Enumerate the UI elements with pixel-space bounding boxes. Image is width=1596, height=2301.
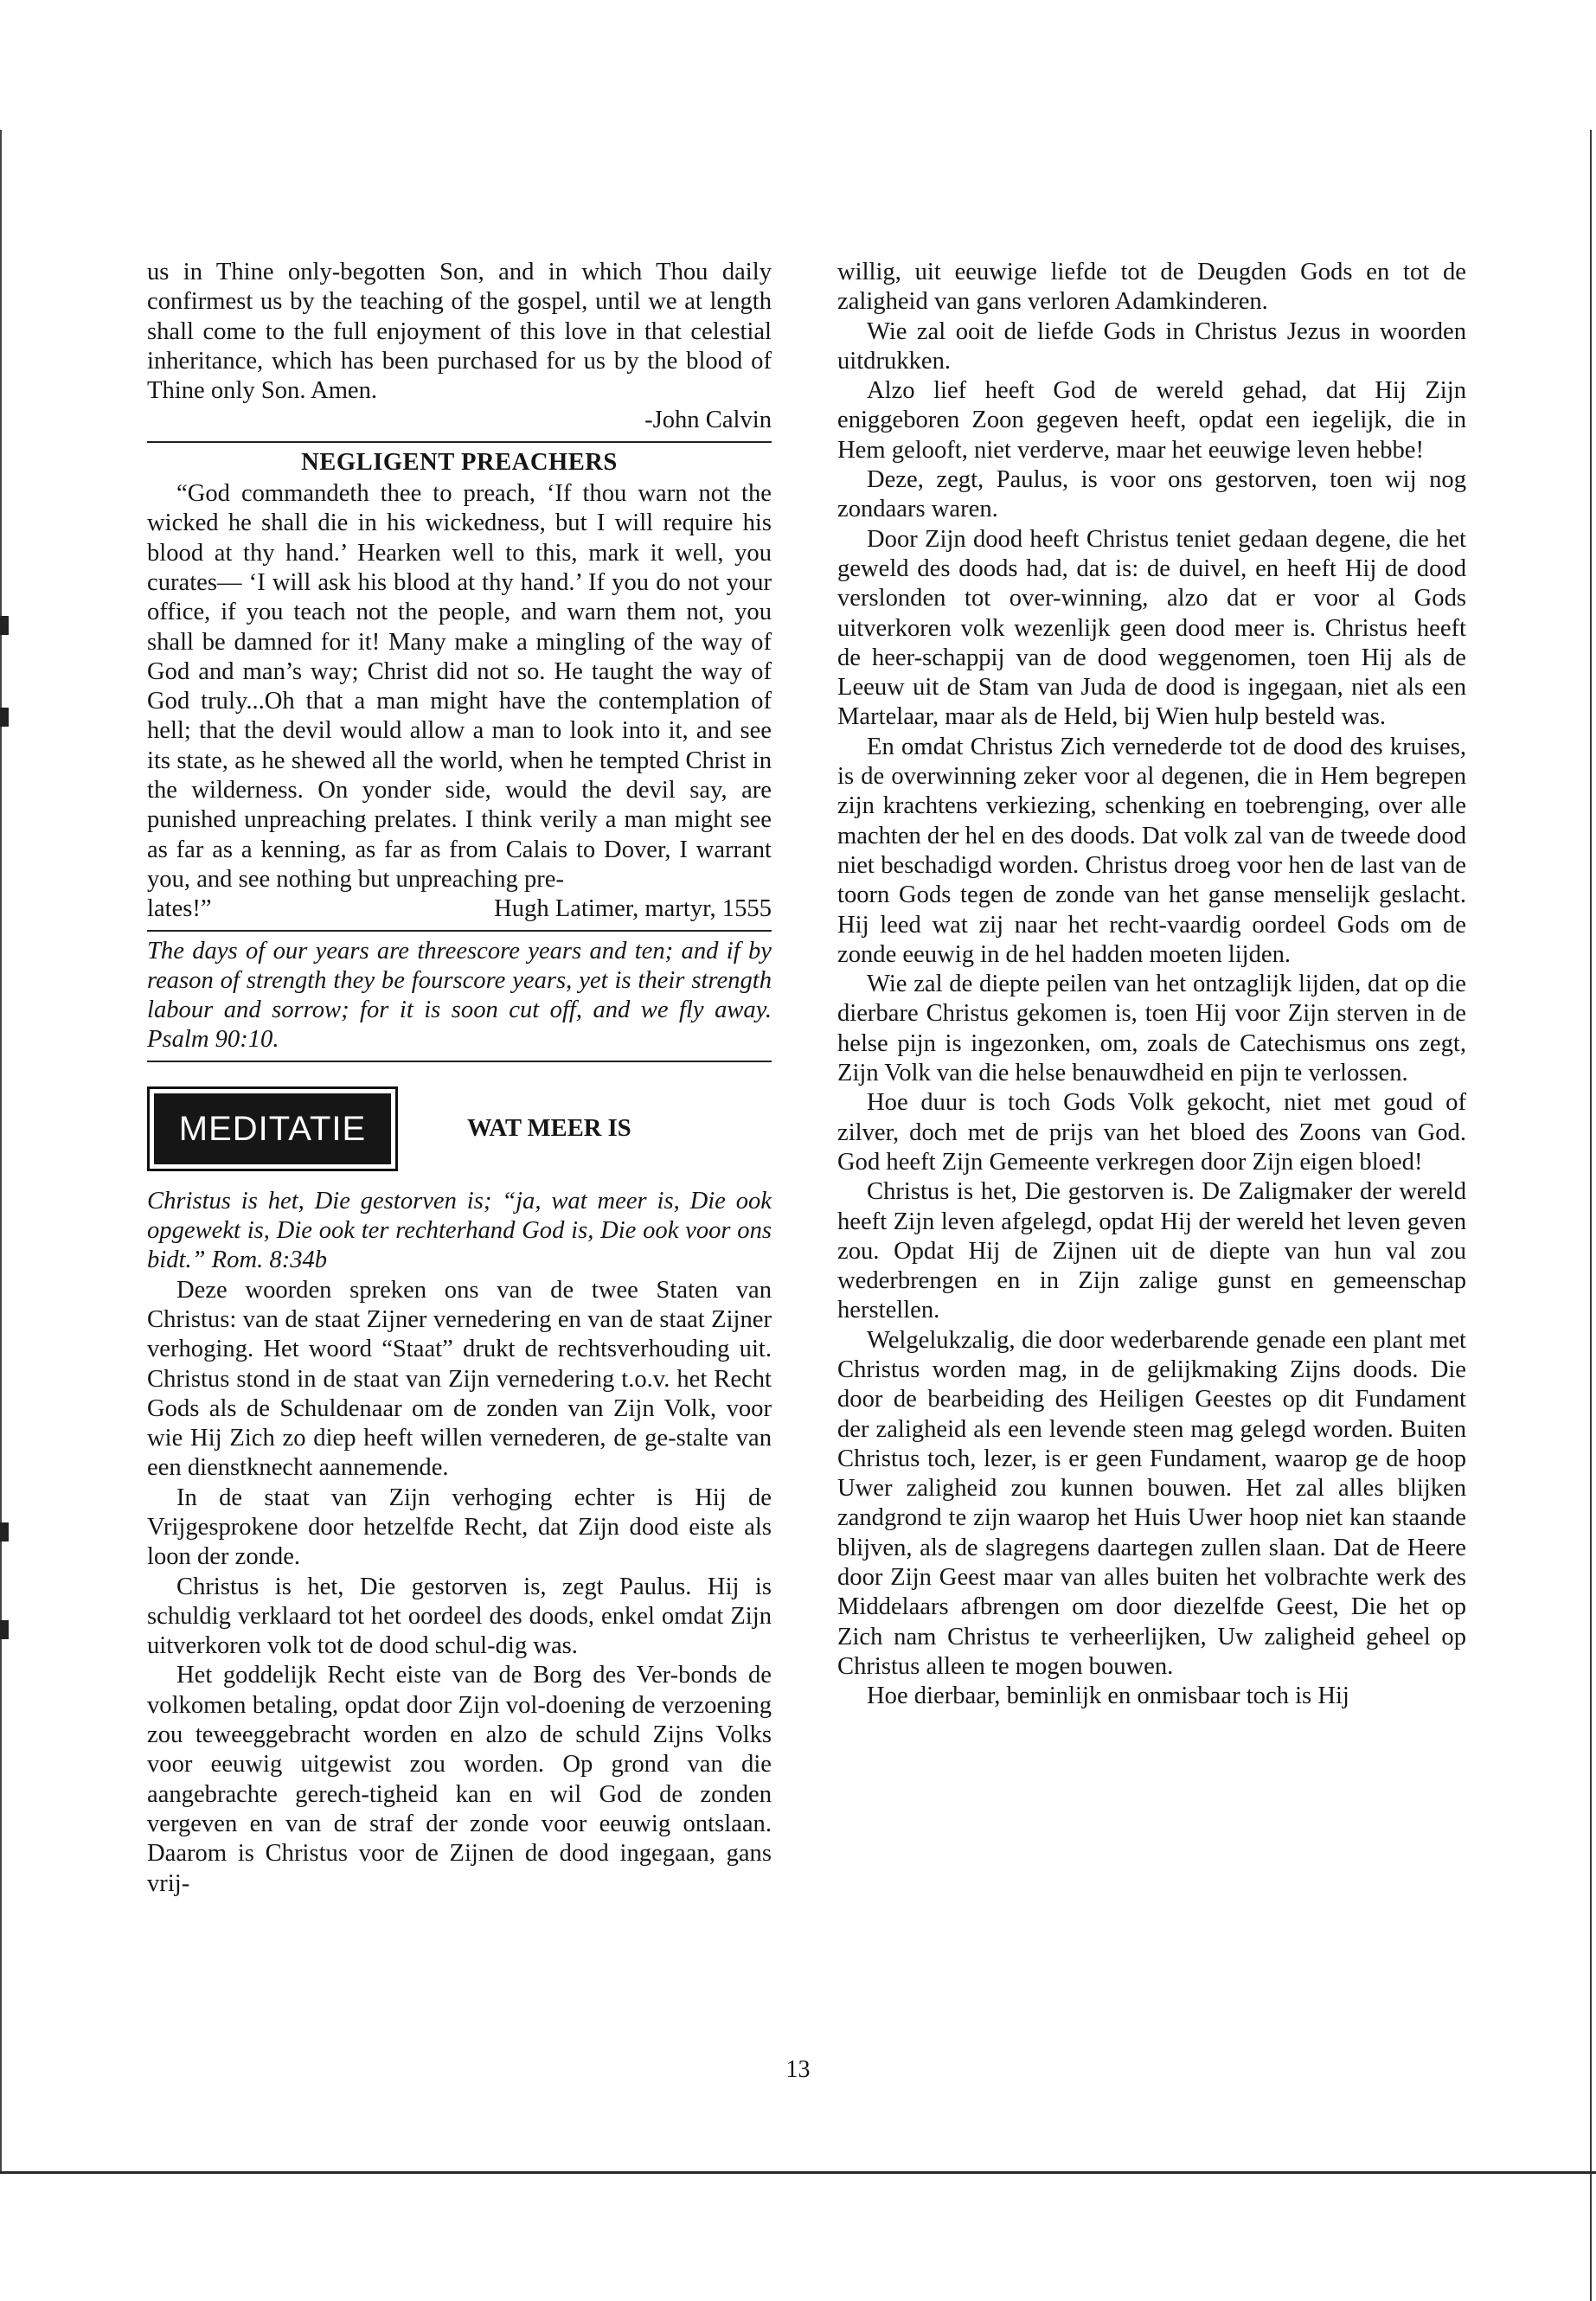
scan-edge-bottom (0, 2171, 1596, 2174)
calvin-signature-line (147, 406, 772, 435)
latimer-quote: “God commandeth thee to preach, ‘If thou warn not the wicked he shall die in his wickedness, but I will require his blood at thy hand.’ Hearken well to this, mark it well, you curates— ‘I will ask his blood at thy hand.’ If you do not your office, if you teach not the people, and warn them not, you shall be damned for it! Many make a mingling of the way of God and man’s way; Christ did not so. He taught the way of God truly...Oh that a man might have the contemplation of hell; that the devil would allow a man to look into it, and see its state, as he shewed all the world, when he tempted Christ in the wilderness. On yonder side, would the devil say, are punished unpreaching prelates. I think verily a man might see as far as a kenning, as far as from Calais to Dover, I warrant you, and see nothing but unpreaching pre- (147, 480, 772, 893)
paragraph: Alzo lief heeft God de wereld gehad, dat Hij Zijn eniggeboren Zoon gegeven heeft, opdat een iegelijk, die in Hem gelooft, niet verderve, maar het eeuwige leven hebbe! (837, 377, 1466, 464)
paragraph: Christus is het, Die gestorven is. De Zaligmaker der wereld heeft Zijn leven afgelegd, opdat Hij der wereld het leven geven zou. Opdat Hij de Zijnen uit de diepte van hun val zou wederbrengen en in Zijn zalige gunst en gemeenschap herstellen. (837, 1178, 1466, 1324)
paragraph-continuation: willig, uit eeuwige liefde tot de Deugden Gods en tot de zaligheid van gans verloren Adamkinderen. (837, 259, 1466, 316)
right-column (837, 258, 1466, 1712)
paragraph: Deze, zegt, Paulus, is voor ons gestorven, toen wij nog zondaars waren. (837, 466, 1466, 523)
latimer-signature-line (147, 894, 772, 924)
paragraph: Hoe duur is toch Gods Volk gekocht, niet met goud of zilver, doch met de prijs van het bloed des Zoons van God. God heeft Zijn Gemeente verkregen door Zijn eigen bloed! (837, 1089, 1466, 1176)
paragraph: Wie zal ooit de liefde Gods in Christus Jezus in woorden uitdrukken. (837, 317, 1466, 375)
meditatie-header (147, 1081, 772, 1176)
paragraph: Christus is het, Die gestorven is, zegt Paulus. Hij is schuldig verklaard tot het oordeel des doods, enkel omdat Zijn uitverkoren volk tot de dood schul-dig was. (147, 1573, 772, 1660)
divider (147, 441, 772, 443)
paragraph: En omdat Christus Zich vernederde tot de dood des kruises, is de overwinning zeker voor al degenen, die in Hem begrepen zijn krachtens verkiezing, schenking en toebrenging, over alle machten der hel en des doods. Dat volk zal van de tweede dood niet beschadigd worden. Christus droeg voor hen de last van de toorn Gods tegen de zonde van het ganse menselijk geslacht. Hij leed wat zij naar het recht-vaardig oordeel Gods om de zonde eeuwig in de hel hadden moeten lijden. (837, 733, 1466, 968)
paragraph: Hoe dierbaar, beminlijk en onmisbaar toch is Hij (867, 1682, 1349, 1710)
left-column (147, 258, 772, 1899)
calvin-prayer-text: us in Thine only-begotten Son, and in which Thou daily confirmest us by the teaching of the gospel, until we at length shall come to the full enjoyment of this love in that celestial inheritance, which has been purchased for us by the blood of Thine only Son. Amen. (147, 259, 772, 405)
paragraph: Welgelukzalig, die door wederbarende genade een plant met Christus worden mag, in de gelijkmaking Zijns doods. Die door de bearbeiding des Heiligen Geestes op dit Fundament der zaligheid als een levende steen mag gelegd worden. Buiten Christus toch, lezer, is er geen Fundament, waarop ge de hoop Uwer zaligheid zou kunnen bouwen. Het zal alles blijken zandgrond te zijn waarop het Huis Uwer hoop niet kan staande blijven, als de slagregens daartegen zullen slaan. Dat de Heere door Zijn Geest maar van alles buiten het volbrachte werk des Middelaars afbrengen om door diezelfde Geest, Die het op Zich nam Christus te verheerlijken, Uw zaligheid geheel op Christus alleen te mogen bouwen. (837, 1326, 1466, 1680)
latimer-quote-end: lates!” (147, 895, 212, 923)
divider (147, 930, 772, 932)
page-number: 13 (785, 2056, 811, 2083)
scripture-quote: Christus is het, Die gestorven is; “ja, wat meer is, Die ook opgewekt is, Die ook ter rechterhand God is, Die ook voor ons bidt.” Rom. 8:34b (147, 1187, 772, 1274)
psalm-quote: The days of our years are threescore years and ten; and if by reason of strength they be fourscore years, yet is their strength labour and sorrow; for it is soon cut off, and we fly away. Psalm 90:10. (147, 937, 772, 1054)
divider (147, 1061, 772, 1062)
calvin-prayer (147, 258, 772, 406)
scan-mark (0, 616, 9, 635)
paragraph: Het goddelijk Recht eiste van de Borg des Ver-bonds de volkomen betaling, opdat door Zijn vol-doening de verzoening zou teweeggebracht worden en alzo de schuld Zijns Volks voor eeuwig uitgewist zou worden. Op grond van die aangebrachte gerech-tigheid kan en wil God de zonden vergeven en van de straf der zonde voor eeuwig ontslaan. Daarom is Christus voor de Zijnen de dood ingegaan, gans vrij- (147, 1662, 772, 1897)
calvin-signature: -John Calvin (644, 407, 772, 434)
section-title: WAT MEER IS (467, 1114, 631, 1142)
scan-edge-left (0, 130, 2, 2171)
paragraph: Wie zal de diepte peilen van het ontzaglijk lijden, dat op die dierbare Christus gekomen is, toen Hij voor Zijn sterven in de helse pijn is ingezonken, om, zoals de Catechismus ons zegt, Zijn Volk van die helse benauwdheid en pijn te verlossen. (837, 971, 1466, 1087)
scan-mark (0, 1620, 9, 1639)
paragraph: Door Zijn dood heeft Christus teniet gedaan degene, die het geweld des doods had, dat is: de duivel, en heeft Hij de dood verslonden tot over-winning, alzo dat er voor al Gods uitverkoren volk wezenlijk geen dood meer is. Christus heeft de heer-schappij van de dood weggenomen, toen Hij als de Leeuw uit de Stam van Juda de dood is ingegaan, niet als een Martelaar, maar als de Held, bij Wien hulp besteld was. (837, 525, 1466, 731)
paragraph: Deze woorden spreken ons van de twee Staten van Christus: van de staat Zijner vernedering en van de staat Zijner verhoging. Het woord “Staat” drukt de rechtsverhouding uit. Christus stond in de staat van Zijn vernedering t.o.v. het Recht Gods als de Schuldenaar om de zonden van Zijn Volk, voor wie Hij Zich zo diep heeft willen vernederen, de ge-stalte van een dienstknecht aannemende. (147, 1276, 772, 1482)
scan-mark (0, 1522, 9, 1541)
scan-mark (0, 708, 9, 727)
meditatie-label: MEDITATIE (154, 1093, 391, 1164)
latimer-signature: Hugh Latimer, martyr, 1555 (494, 895, 772, 923)
meditatie-badge (147, 1086, 398, 1171)
scan-edge-right (1590, 130, 1592, 2301)
preachers-heading: NEGLIGENT PREACHERS (301, 448, 618, 476)
paragraph: In de staat van Zijn verhoging echter is Hij de Vrijgesprokene door hetzelfde Recht, dat Zijn dood eiste als loon der zonde. (147, 1484, 772, 1571)
